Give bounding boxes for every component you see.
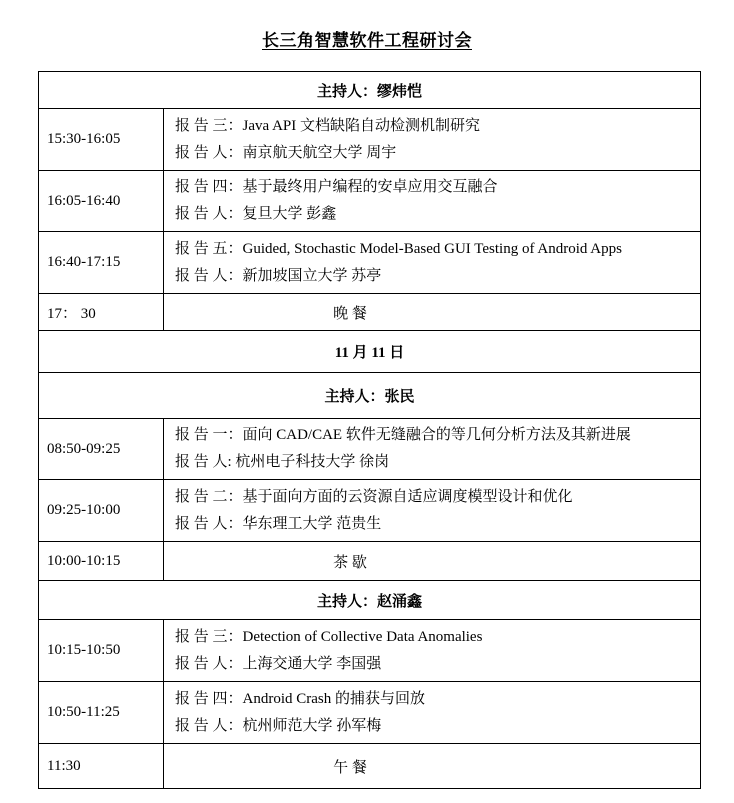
session-host-row (39, 72, 701, 109)
time-cell: 16:05-16:40 (39, 171, 164, 232)
talk-title: 报 告 三：Detection of Collective Data Anomalies (175, 628, 483, 645)
talk-row (39, 232, 701, 294)
schedule-table (38, 71, 701, 789)
talk-detail-cell (164, 620, 701, 682)
talk-speaker: 报 告 人：南京航天航空大学 周宇 (175, 144, 397, 161)
meal-label-cell: 茶 歇 (164, 542, 701, 581)
meal-row (39, 744, 701, 789)
host-label: 主持人：张民 (39, 373, 701, 419)
host-label: 主持人：赵涌鑫 (39, 581, 701, 620)
talk-title: 报 告 二：基于面向方面的云资源自适应调度模型设计和优化 (175, 488, 573, 505)
talk-detail-cell (164, 419, 701, 480)
talk-row (39, 480, 701, 542)
talk-title: 报 告 四：Android Crash 的捕获与回放 (175, 690, 425, 707)
talk-row (39, 620, 701, 682)
time-cell: 10:00-10:15 (39, 542, 164, 581)
talk-detail-cell (164, 480, 701, 542)
talk-speaker: 报 告 人：新加坡国立大学 苏亭 (175, 267, 382, 284)
meal-row (39, 294, 701, 331)
time-cell: 10:15-10:50 (39, 620, 164, 682)
page-title-text: 长三角智慧软件工程研讨会 (262, 31, 472, 50)
talk-speaker: 报 告 人：复旦大学 彭鑫 (175, 206, 337, 222)
time-cell: 17： 30 (39, 294, 164, 331)
talk-row (39, 109, 701, 171)
meal-label-cell: 午 餐 (164, 744, 701, 789)
session-host-row (39, 373, 701, 419)
time-cell: 11:30 (39, 744, 164, 789)
page-title (0, 0, 734, 51)
talk-title: 报 告 四：基于最终用户编程的安卓应用交互融合 (175, 179, 498, 195)
host-label: 主持人：缪炜恺 (39, 72, 701, 109)
meal-row (39, 542, 701, 581)
talk-row (39, 171, 701, 232)
date-row (39, 331, 701, 373)
talk-row (39, 419, 701, 480)
talk-title: 报 告 一：面向 CAD/CAE 软件无缝融合的等几何分析方法及其新进展 (175, 427, 631, 443)
session-host-row (39, 581, 701, 620)
time-cell: 09:25-10:00 (39, 480, 164, 542)
talk-detail-cell (164, 232, 701, 294)
talk-title: 报 告 三：Java API 文档缺陷自动检测机制研究 (175, 117, 480, 134)
talk-detail-cell (164, 682, 701, 744)
talk-speaker: 报 告 人：华东理工大学 范贵生 (175, 515, 382, 532)
talk-speaker: 报 告 人：杭州师范大学 孙军梅 (175, 717, 382, 734)
talk-detail-cell (164, 171, 701, 232)
time-cell: 16:40-17:15 (39, 232, 164, 294)
talk-title: 报 告 五：Guided, Stochastic Model-Based GUI Testing of Android Apps (175, 240, 622, 257)
meal-label-cell: 晚 餐 (164, 294, 701, 331)
time-cell: 15:30-16:05 (39, 109, 164, 171)
talk-row (39, 682, 701, 744)
talk-detail-cell (164, 109, 701, 171)
time-cell: 08:50-09:25 (39, 419, 164, 480)
time-cell: 10:50-11:25 (39, 682, 164, 744)
talk-speaker: 报 告 人: 杭州电子科技大学 徐岗 (175, 454, 390, 470)
talk-speaker: 报 告 人：上海交通大学 李国强 (175, 655, 382, 672)
date-label: 11 月 11 日 (39, 331, 701, 373)
